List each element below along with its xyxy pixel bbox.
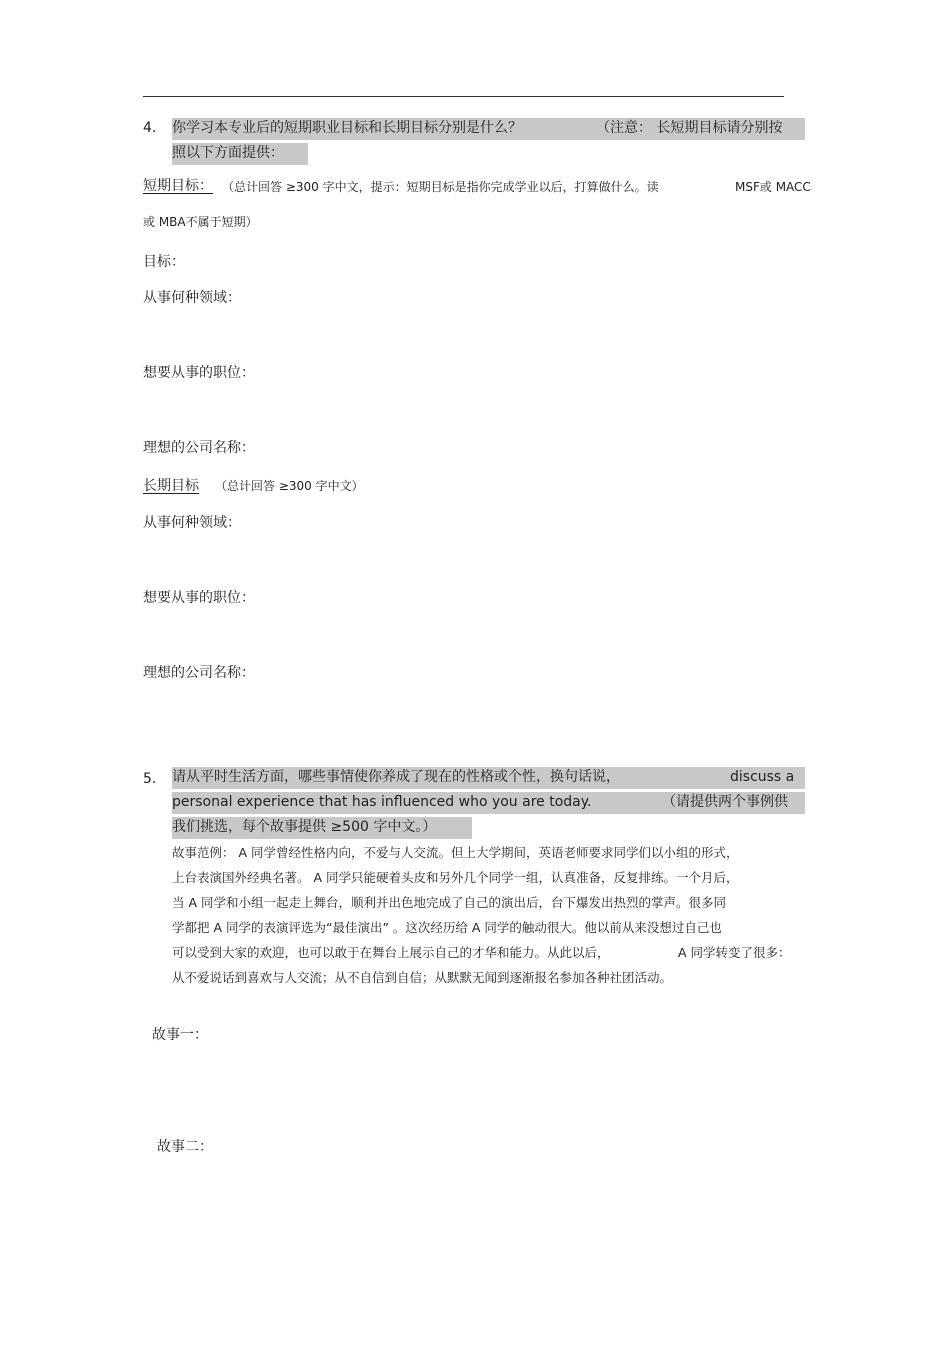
q4-line2: 照以下方面提供： [172, 143, 308, 165]
q5-number: 5. [143, 771, 157, 787]
example-line-5: 可以受到大家的欢迎，也可以敢于在舞台上展示自己的才华和能力。从此以后， [172, 945, 610, 960]
q4-line1-bg [172, 118, 805, 140]
q5-line1-en: discuss a [730, 769, 795, 785]
long-field-label: 从事何种领域： [143, 515, 241, 531]
long-term-note: （总计回答 ≥300 字中文） [215, 479, 364, 493]
q4-line1-note: （注意： 长短期目标请分别按 [596, 120, 783, 136]
q5-line2-bg [172, 792, 805, 814]
long-company-label: 理想的公司名称： [143, 665, 255, 681]
short-term-heading: 短期目标： [143, 178, 213, 194]
example-line-4: 学都把 A 同学的表演评选为“最佳演出” 。这次经历给 A 同学的触动很大。他以前从来没想过自己也 [172, 920, 722, 935]
q4-line1: 你学习本专业后的短期职业目标和长期目标分别是什么？ [172, 120, 522, 136]
story-one-label: 故事一： [152, 1027, 208, 1043]
short-term-note: （总计回答 ≥300 字中文，提示：短期目标是指你完成学业以后，打算做什么。读 [222, 180, 659, 194]
example-line-2: 上台表演国外经典名著。 A 同学只能硬着头皮和另外几个同学一组，认真准备，反复排练。一个月后， [172, 870, 739, 885]
q5-line1-bg [172, 767, 805, 789]
short-field-label: 从事何种领域： [143, 290, 241, 306]
long-position-label: 想要从事的职位： [143, 590, 255, 606]
short-company-label: 理想的公司名称： [143, 440, 255, 456]
q5-line2: personal experience that has influenced who you are today. [172, 794, 592, 810]
q4-number: 4. [143, 120, 157, 136]
short-goal-label: 目标： [143, 254, 185, 270]
q5-line3: 我们挑选，每个故事提供 ≥500 字中文。） [172, 817, 472, 839]
example-line-6: 从不爱说话到喜欢与人交流；从不自信到自信；从默默无闻到逐渐报名参加各种社团活动。 [172, 970, 673, 985]
top-rule [143, 96, 784, 97]
q5-line2-note: （请提供两个事例供 [662, 794, 788, 810]
short-position-label: 想要从事的职位： [143, 365, 255, 381]
q5-line1: 请从平时生活方面，哪些事情使你养成了现在的性格或个性，换句话说， [172, 769, 620, 785]
example-line-5-tail: A 同学转变了很多： [678, 945, 791, 960]
story-two-label: 故事二： [157, 1139, 213, 1155]
example-line-3: 当 A 同学和小组一起走上舞台，顺利并出色地完成了自己的演出后，台下爆发出热烈的掌声。很多同 [172, 895, 726, 910]
short-term-note-line2: 或 MBA不属于短期） [143, 215, 258, 229]
example-line-1: 故事范例： A 同学曾经性格内向，不爱与人交流。但上大学期间，英语老师要求同学们以小组的形式， [172, 845, 739, 860]
short-term-note-tail: MSF或 MACC [735, 180, 811, 194]
long-term-heading: 长期目标 [143, 478, 199, 494]
